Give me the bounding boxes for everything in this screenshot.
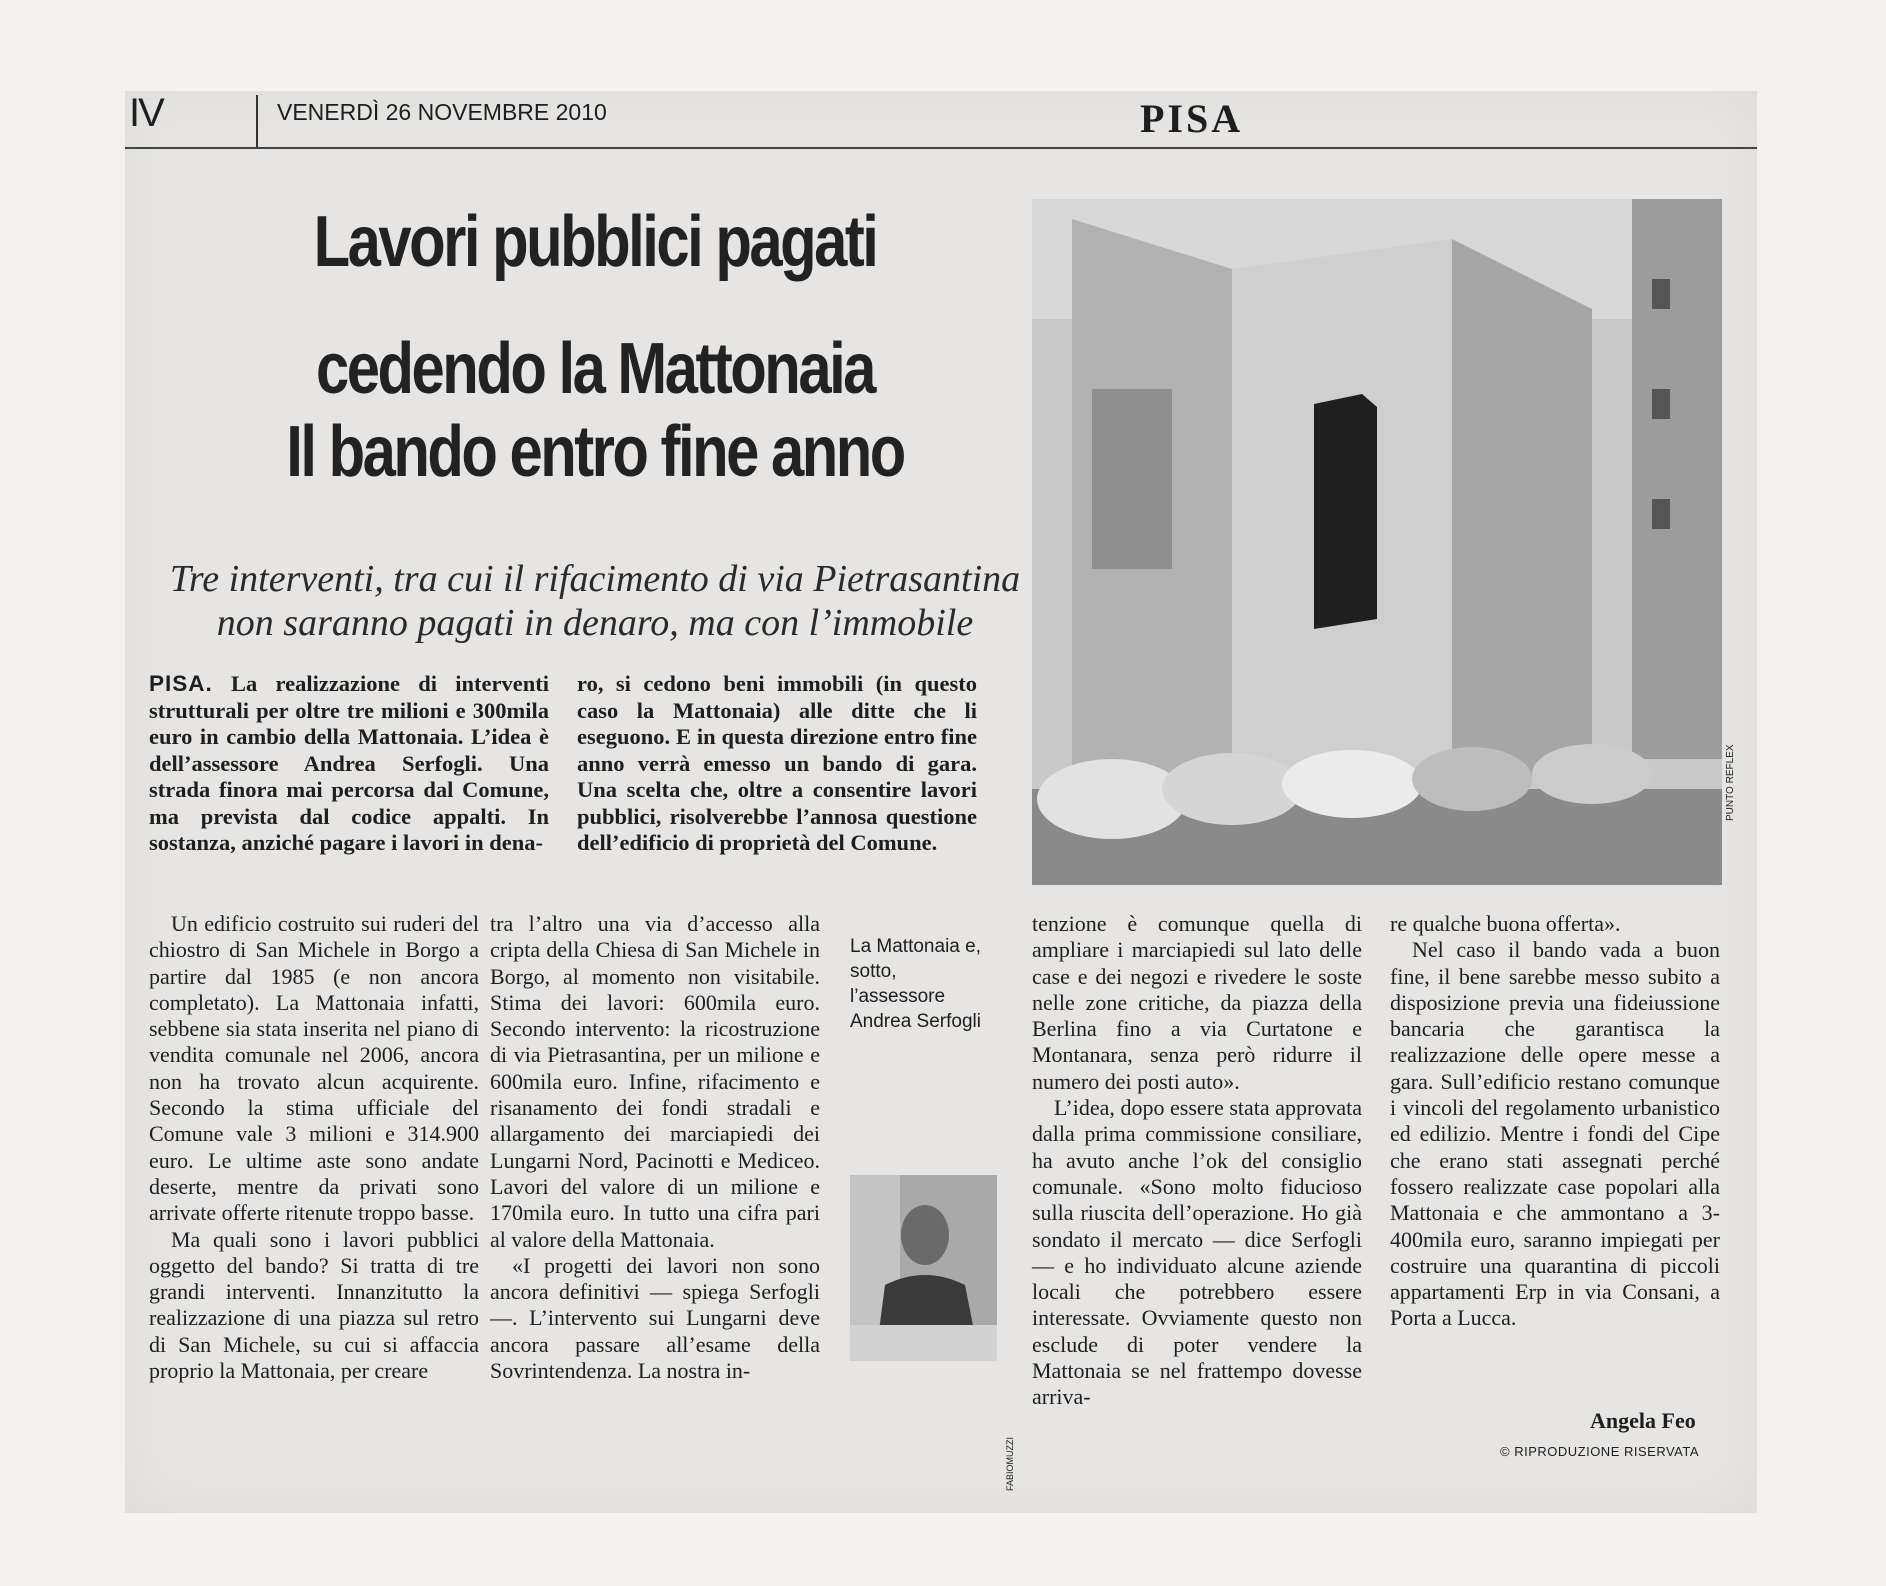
body-column-2 bbox=[490, 911, 820, 1384]
page-number: IV bbox=[129, 91, 163, 135]
building-illustration bbox=[1032, 199, 1722, 885]
headline-line-2: cedendo la Mattonaia bbox=[316, 329, 874, 409]
headline-line-1: Lavori pubblici pagati bbox=[313, 202, 877, 282]
lead-column-b bbox=[577, 671, 977, 857]
portrait-credit: FABIOMUZZI bbox=[1005, 1437, 1015, 1491]
headline-line-3: Il bando entro fine anno bbox=[286, 412, 904, 492]
subheadline-line-1: Tre interventi, tra cui il rifacimento di via Pietrasantina bbox=[169, 558, 1021, 600]
newspaper-page bbox=[125, 91, 1757, 1513]
author-byline: Angela Feo bbox=[1590, 1408, 1696, 1433]
paragraph: Ma quali sono i lavori pubblici oggetto del bando? Si tratta di tre grandi interventi. Innanzitutto la realizzazione di una piazza sul retro di San Michele, su cui si affaccia proprio la Mattonaia, per creare bbox=[149, 1226, 479, 1384]
mattonaia-photo bbox=[1032, 199, 1722, 885]
copyright-notice: © RIPRODUZIONE RISERVATA bbox=[1500, 1444, 1700, 1459]
body-column-4 bbox=[1390, 911, 1720, 1332]
issue-date: VENERDÌ 26 NOVEMBRE 2010 bbox=[277, 99, 607, 125]
subheadline-line-2: non saranno pagati in denaro, ma con l’immobile bbox=[216, 602, 974, 644]
dateline: PISA. bbox=[149, 671, 213, 696]
lead-text-b: ro, si cedono beni immobili (in questo caso la Mattonaia) alle ditte che li eseguono. E in questa direzione entro fine anno verrà emesso un bando di gara. Una scelta che, oltre a consentire lavori pubblici, risolverebbe l’annosa questione dell’edificio di proprietà del Comune. bbox=[577, 671, 977, 855]
photo-caption: La Mattonaia e, sotto, l’assessore Andrea Serfogli bbox=[850, 936, 981, 1032]
paragraph: re qualche buona offerta». bbox=[1390, 911, 1621, 936]
portrait-illustration bbox=[850, 1175, 997, 1361]
serfogli-portrait bbox=[850, 1175, 997, 1361]
paragraph: Nel caso il bando vada a buon fine, il bene sarebbe messo subito a disposizione previa una fideiussione bancaria che garantisca la realizzazione delle opere messe a gara. Sull’edificio restano comunque i vincoli del regolamento urbanistico ed edilizio. Mentre i fondi del Cipe che erano stati assegnati perché fossero realizzate case popolari alla Mattonaia e che ammontano a 3-400mila euro, saranno impiegati per costruire una quarantina di piccoli appartamenti Erp in via Consani, a Porta a Lucca. bbox=[1390, 937, 1720, 1331]
lead-column-a bbox=[149, 671, 549, 857]
paragraph: Un edificio costruito sui ruderi del chiostro di San Michele in Borgo a partire dal 1985 (e non ancora completato). La Mattonaia infatti, sebbene sia stata inserita nel piano di vendita comunale nel 2006, ancora non ha trovato alcun acquirente. Secondo la stima ufficiale del Comune vale 3 milioni e 314.900 euro. Le ultime aste sono andate deserte, mentre da privati sono arrivate offerte ritenute troppo basse. bbox=[149, 911, 479, 1226]
lead-text-a: La realizzazione di interventi strutturali per oltre tre milioni e 300mila euro in cambio della Mattonaia. L’idea è dell’assessore Andrea Serfogli. Una strada finora mai percorsa dal Comune, ma prevista dal codice appalti. In sostanza, anziché pagare i lavori in dena- bbox=[149, 671, 549, 855]
paragraph: tenzione è comunque quella di ampliare i marciapiedi sul lato delle case e dei negozi e rivedere le soste nelle zone critiche, da piazza della Berlina fino a via Curtatone e Montanara, senza però ridurre il numero dei posti auto». bbox=[1032, 911, 1362, 1094]
paragraph: L’idea, dopo essere stata approvata dalla prima commissione consiliare, ha avuto anche l’ok del consiglio comunale. «Sono molto fiducioso sulla riuscita dell’operazione. Ho già sondato il mercato — dice Serfogli — e ho individuato alcune aziende locali che potrebbero essere interessate. Ovviamente questo non esclude di poter vendere la Mattonaia se nel frattempo dovesse arriva- bbox=[1032, 1095, 1362, 1410]
photo-credit: PUNTO REFLEX bbox=[1725, 744, 1736, 821]
header-separator bbox=[256, 95, 258, 147]
header-rule bbox=[125, 147, 1757, 149]
body-column-1 bbox=[149, 911, 479, 1384]
paragraph: tra l’altro una via d’accesso alla cripta della Chiesa di San Michele in Borgo, al momento non visitabile. Stima dei lavori: 600mila euro. Secondo intervento: la ricostruzione di via Pietrasantina, per un milione e 600mila euro. Infine, rifacimento e risanamento dei fondi stradali e allargamento dei marciapiedi dei Lungarni Nord, Pacinotti e Mediceo. Lavori del valore di un milione e 170mila euro. In tutto una cifra pari al valore della Mattonaia. bbox=[490, 911, 820, 1252]
body-column-3 bbox=[1032, 911, 1362, 1411]
paragraph: «I progetti dei lavori non sono ancora definitivi — spiega Serfogli —. L’intervento sui Lungarni deve ancora passare all’esame della Sovrintendenza. La nostra in- bbox=[490, 1252, 820, 1384]
section-title: PISA bbox=[1140, 96, 1244, 141]
